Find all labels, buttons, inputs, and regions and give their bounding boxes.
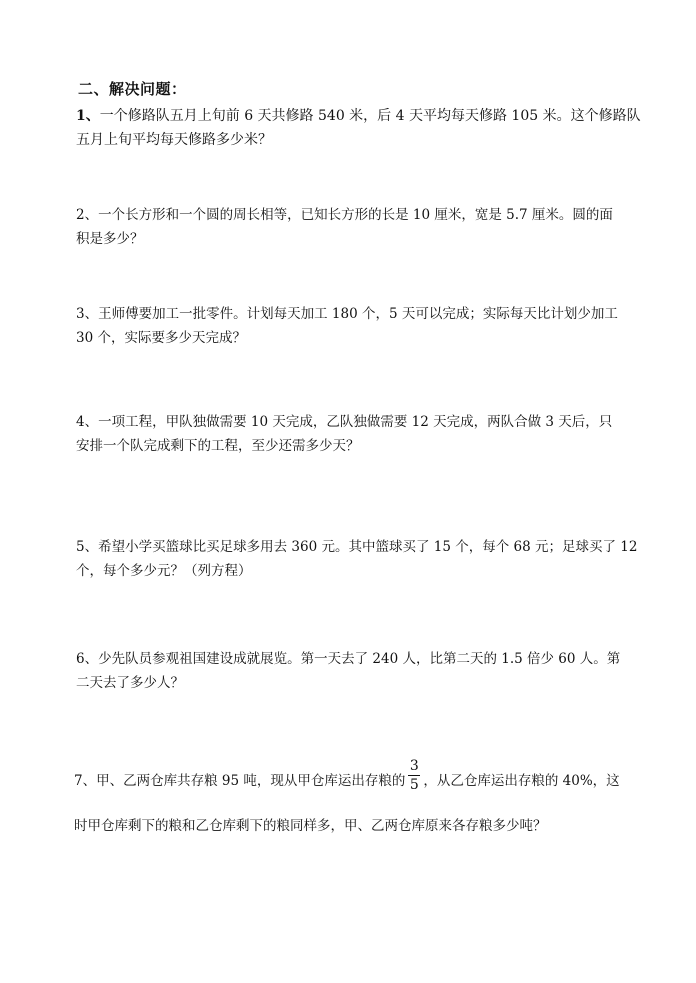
problem-4-text-1: 一项工程，甲队独做需要 10 天完成，乙队独做需要 12 天完成，两队合做 3 天后，只 bbox=[98, 414, 613, 430]
problem-5-line-1 bbox=[76, 535, 636, 559]
problem-2-text-2: 积是多少？ bbox=[76, 231, 144, 247]
fraction-numerator: 3 bbox=[409, 758, 419, 774]
problem-7-text-after: ，从乙仓库运出存粮的 40%，这 bbox=[423, 773, 620, 789]
problem-1-text-2: 五月上旬平均每天修路多少米？ bbox=[76, 132, 272, 148]
problem-4-text-2: 安排一个队完成剩下的工程，至少还需多少天？ bbox=[76, 438, 360, 454]
problem-7-line-1 bbox=[74, 758, 634, 799]
problem-6-line-1 bbox=[76, 647, 636, 671]
problem-1-line-1 bbox=[76, 104, 641, 128]
problem-1-text-1: 一个修路队五月上旬前 6 天共修路 540 米，后 4 天平均每天修路 105 米。这个修路队 bbox=[99, 108, 641, 124]
problem-5-number: 5、 bbox=[76, 539, 99, 555]
problem-7 bbox=[74, 758, 634, 839]
problem-2-text-1: 一个长方形和一个圆的周长相等，已知长方形的长是 10 厘米，宽是 5.7 厘米。圆的面 bbox=[98, 207, 613, 223]
problem-6-text-1: 少先队员参观祖国建设成就展览。第一天去了 240 人，比第二天的 1.5 倍少 60 人。第 bbox=[98, 651, 621, 667]
problem-2-number: 2、 bbox=[76, 207, 99, 223]
problem-4-line-1 bbox=[76, 410, 636, 434]
problem-7-text-2: 时甲仓库剩下的粮和乙仓库剩下的粮同样多，甲、乙两仓库原来各存粮多少吨？ bbox=[74, 818, 547, 834]
problem-4-number: 4、 bbox=[76, 414, 99, 430]
problem-6 bbox=[76, 647, 636, 695]
problem-5 bbox=[76, 535, 636, 583]
problem-6-text-2: 二天去了多少人？ bbox=[76, 675, 184, 691]
problem-1-number: 1、 bbox=[76, 108, 100, 124]
fraction-bar bbox=[408, 775, 420, 776]
problem-3-text-1: 王师傅要加工一批零件。计划每天加工 180 个，5 天可以完成；实际每天比计划少加工 bbox=[98, 306, 618, 322]
problem-3-number: 3、 bbox=[76, 306, 99, 322]
problem-3-line-1 bbox=[76, 302, 636, 326]
problem-5-text-2: 个，每个多少元？（列方程） bbox=[76, 563, 252, 579]
problem-4 bbox=[76, 410, 636, 458]
problem-6-number: 6、 bbox=[76, 651, 99, 667]
problem-5-text-1: 希望小学买篮球比买足球多用去 360 元。其中篮球买了 15 个，每个 68 元；足球买了 12 bbox=[98, 539, 638, 555]
fraction-three-fifths bbox=[408, 758, 420, 793]
problem-7-text-before: 甲、乙两仓库共存粮 95 吨，现从甲仓库运出存粮的 bbox=[96, 773, 406, 789]
section-title: 二、解决问题： bbox=[78, 80, 187, 98]
problem-2 bbox=[76, 203, 636, 251]
problem-3 bbox=[76, 302, 636, 350]
problem-2-line-1 bbox=[76, 203, 636, 227]
problem-1 bbox=[76, 104, 641, 152]
problem-7-number: 7、 bbox=[74, 773, 97, 789]
problem-3-text-2: 30 个，实际要多少天完成？ bbox=[76, 330, 246, 346]
fraction-denominator: 5 bbox=[409, 777, 419, 793]
